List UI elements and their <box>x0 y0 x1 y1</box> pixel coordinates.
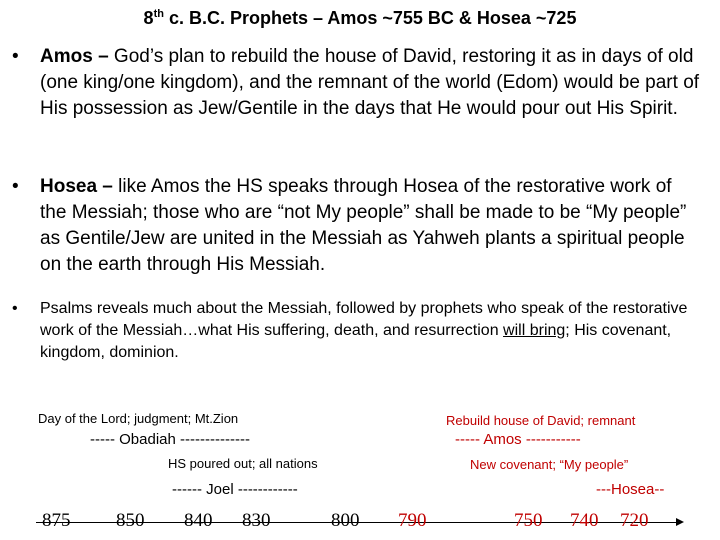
year-800: 800 <box>331 510 360 531</box>
year-840: 840 <box>184 510 213 531</box>
amos-description: Rebuild house of David; remnant <box>446 413 636 428</box>
year-790: 790 <box>398 510 427 531</box>
timeline <box>0 510 720 534</box>
bullet-hosea <box>12 174 702 278</box>
obadiah-description: Day of the Lord; judgment; Mt.Zion <box>38 411 239 426</box>
joel-description: HS poured out; all nations <box>168 456 318 471</box>
bullet-marker: • <box>12 46 19 67</box>
year-850: 850 <box>116 510 145 531</box>
year-720: 720 <box>620 510 649 531</box>
bullet-psalms <box>12 298 702 364</box>
hosea-label: ---Hosea-- <box>596 481 665 498</box>
bullet-text: Psalms reveals much about the Messiah, followed by prophets who speak of the restorative work of the Messiah…what His suffering, death, and resurrection will bring; His covenant, kingdom, dominion. <box>40 300 688 361</box>
joel-label: ------ Joel ------------ <box>172 481 298 498</box>
timeline-arrow-icon <box>676 518 684 526</box>
obadiah-label: ----- Obadiah -------------- <box>90 431 250 448</box>
amos-label: ----- Amos ----------- <box>455 431 581 448</box>
year-875: 875 <box>42 510 71 531</box>
bullet-text: Amos – God’s plan to rebuild the house of David, restoring it as in days of old (one king/one kingdom), and the remnant of the world (Edom) would be part of His possession as Jew/Gentile in the days that He would pour out His Spirit. <box>40 46 700 119</box>
bullet-marker: • <box>12 176 19 197</box>
hosea-description: New covenant; “My people” <box>470 457 629 472</box>
year-750: 750 <box>514 510 543 531</box>
year-830: 830 <box>242 510 271 531</box>
year-740: 740 <box>570 510 599 531</box>
bullet-text: Hosea – like Amos the HS speaks through Hosea of the restorative work of the Messiah; those who are “not My people” shall be made to be “My people” as Gentile/Jew are united in the Messiah as Yahweh plants a spiritual people on the earth through His Messiah. <box>40 176 687 275</box>
bullet-amos <box>12 44 702 122</box>
slide-title: 8th c. B.C. Prophets – Amos ~755 BC & Hosea ~725 <box>143 8 577 28</box>
bullet-marker: • <box>12 300 18 317</box>
